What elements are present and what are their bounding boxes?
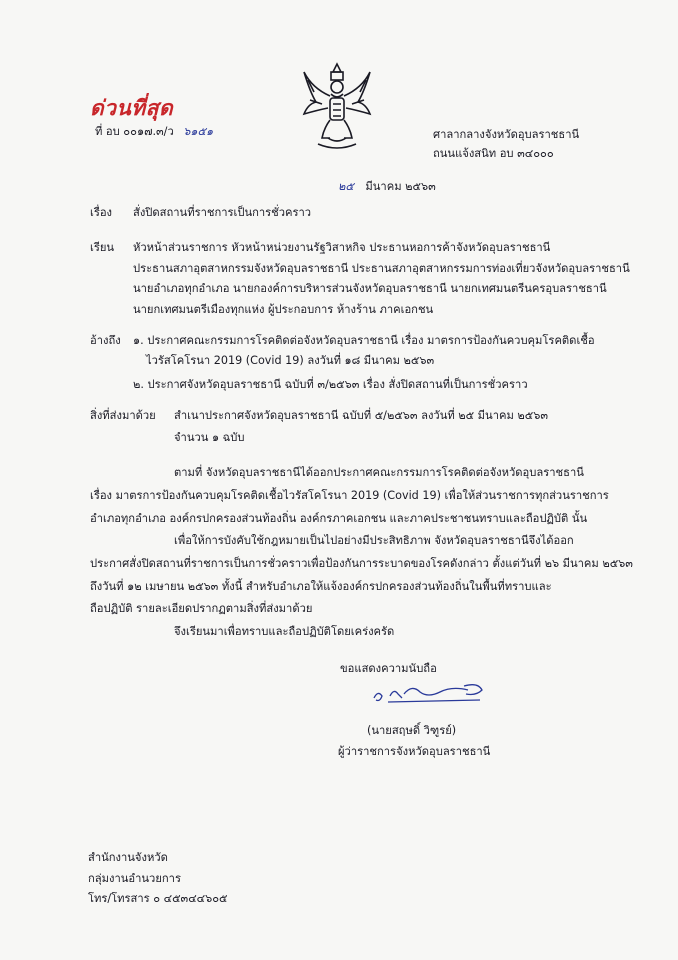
- body-line: อำเภอทุกอำเภอ องค์กรปกครองส่วนท้องถิ่น องค์กรภาคเอกชน และภาคประชาชนทราบและถือปฏิบัติ นั้น: [90, 512, 588, 525]
- regards: ขอแสดงความนับถือ: [340, 662, 437, 675]
- body-line: เพื่อให้การบังคับใช้กฎหมายเป็นไปอย่างมีประสิทธิภาพ จังหวัดอุบลราชธานีจึงได้ออก: [174, 534, 574, 547]
- enclosure-count: จำนวน ๑ ฉบับ: [174, 431, 245, 444]
- reference-item-1-cont: ไวรัสโคโรนา 2019 (Covid 19) ลงวันที่ ๑๘ มีนาคม ๒๕๖๓: [146, 354, 435, 367]
- handwritten-signature: [368, 676, 488, 708]
- reference-item-2: ๒. ประกาศจังหวัดอุบลราชธานี ฉบับที่ ๓/๒๕๖๓ เรื่อง สั่งปิดสถานที่เป็นการชั่วคราว: [133, 378, 528, 391]
- body-line: ถือปฏิบัติ รายละเอียดปรากฏตามสิ่งที่ส่งมาด้วย: [90, 602, 313, 615]
- references-label: อ้างถึง: [90, 334, 121, 347]
- body-line: เรื่อง มาตรการป้องกันควบคุมโรคติดเชื้อไวรัสโคโรนา 2019 (Covid 19) เพื่อให้ส่วนราชการทุกส่วนราชการ: [90, 489, 609, 502]
- reference-handwritten-number: ๖๑๕๑: [183, 125, 214, 138]
- body-line: ถึงวันที่ ๑๒ เมษายน ๒๕๖๓ ทั้งนี้ สำหรับอำเภอให้แจ้งองค์กรปกครองส่วนท้องถิ่นในพื้นที่ทราบและ: [90, 580, 552, 593]
- reference-number: [95, 124, 213, 139]
- subject-label: เรื่อง: [90, 206, 113, 219]
- to-line: ประธานสภาอุตสาหกรรมจังหวัดอุบลราชธานี ประธานสภาอุตสาหกรรมการท่องเที่ยวจังหวัดอุบลราชธานี: [133, 262, 630, 275]
- sender-address: ถนนแจ้งสนิท อบ ๓๔๐๐๐: [433, 147, 554, 160]
- garuda-emblem-icon: [300, 58, 374, 154]
- enclosure-line: สำเนาประกาศจังหวัดอุบลราชธานี ฉบับที่ ๕/๒๕๖๓ ลงวันที่ ๒๕ มีนาคม ๒๕๖๓: [174, 409, 548, 422]
- signatory-name: (นายสฤษดิ์ วิฑูรย์): [367, 724, 457, 737]
- footer-division: กลุ่มงานอำนวยการ: [88, 872, 181, 885]
- date-month-year: มีนาคม ๒๕๖๓: [365, 180, 436, 193]
- subject-text: สั่งปิดสถานที่ราชการเป็นการชั่วคราว: [133, 206, 312, 219]
- reference-prefix: ที่ อบ ๐๐๑๗.๓/ว: [95, 125, 174, 138]
- footer-phone: โทร/โทรสาร ๐ ๔๕๓๔๔๖๐๕: [88, 892, 228, 905]
- date-day-handwritten: ๒๕: [338, 180, 354, 193]
- reference-item-1: ๑. ประกาศคณะกรรมการโรคติดต่อจังหวัดอุบลราชธานี เรื่อง มาตรการป้องกันควบคุมโรคติดเชื้อ: [133, 334, 595, 347]
- to-line: นายอำเภอทุกอำเภอ นายกองค์การบริหารส่วนจังหวัดอุบลราชธานี นายกเทศมนตรีนครอุบลราชธานี: [133, 282, 607, 295]
- to-label: เรียน: [90, 241, 115, 254]
- urgent-stamp: ด่วนที่สุด: [90, 96, 174, 120]
- sender-office: ศาลากลางจังหวัดอุบลราชธานี: [433, 128, 580, 141]
- signatory-position: ผู้ว่าราชการจังหวัดอุบลราชธานี: [338, 745, 491, 758]
- to-line: หัวหน้าส่วนราชการ หัวหน้าหน่วยงานรัฐวิสาหกิจ ประธานหอการค้าจังหวัดอุบลราชธานี: [133, 241, 551, 254]
- letter-date: [338, 179, 436, 194]
- to-line: นายกเทศมนตรีเมืองทุกแห่ง ผู้ประกอบการ ห้างร้าน ภาคเอกชน: [133, 303, 434, 316]
- footer-office: สำนักงานจังหวัด: [88, 851, 168, 864]
- body-line: ตามที่ จังหวัดอุบลราชธานีได้ออกประกาศคณะกรรมการโรคติดต่อจังหวัดอุบลราชธานี: [174, 466, 584, 479]
- closing-sentence: จึงเรียนมาเพื่อทราบและถือปฏิบัติโดยเคร่งครัด: [174, 625, 395, 638]
- enclosure-label: สิ่งที่ส่งมาด้วย: [90, 409, 156, 422]
- body-line: ประกาศสั่งปิดสถานที่ราชการเป็นการชั่วคราวเพื่อป้องกันการระบาดของโรคดังกล่าว ตั้งแต่วันที่ ๒๖ มีนาคม ๒๕๖๓: [90, 557, 633, 570]
